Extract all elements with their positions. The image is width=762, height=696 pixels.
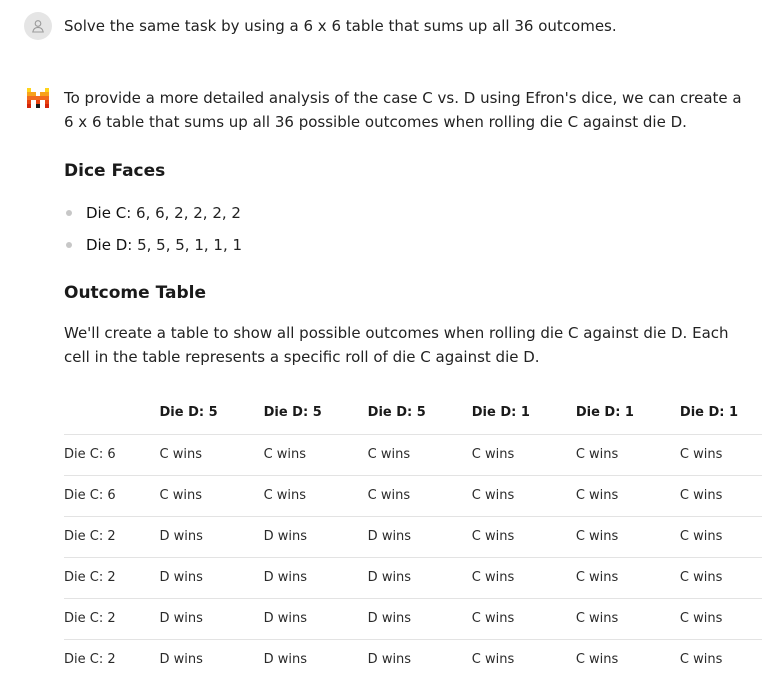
table-row	[64, 557, 762, 598]
user-avatar-icon	[31, 19, 45, 33]
table-header-row	[64, 392, 762, 434]
table-cell: Die C: 2	[64, 598, 160, 639]
table-row	[64, 639, 762, 680]
table-cell: C wins	[160, 434, 264, 475]
table-cell: C wins	[680, 557, 762, 598]
table-cell: C wins	[472, 598, 576, 639]
table-cell: C wins	[576, 557, 680, 598]
table-cell: C wins	[680, 516, 762, 557]
table-row	[64, 434, 762, 475]
outcome-table-container[interactable]	[64, 392, 762, 680]
bullet-icon	[66, 210, 72, 216]
table-cell: C wins	[576, 639, 680, 680]
table-cell: D wins	[160, 598, 264, 639]
dice-faces-heading: Dice Faces	[64, 161, 166, 181]
table-cell: Die C: 6	[64, 434, 160, 475]
table-cell: D wins	[160, 639, 264, 680]
table-cell: D wins	[368, 639, 472, 680]
table-cell: D wins	[160, 516, 264, 557]
table-cell: C wins	[472, 475, 576, 516]
table-intro: We'll create a table to show all possible outcomes when rolling die C against die D. Each cell in the table represents a specific roll of die C against die D.	[64, 324, 729, 366]
outcome-table-heading: Outcome Table	[64, 283, 207, 303]
table-cell: C wins	[472, 516, 576, 557]
table-row	[64, 598, 762, 639]
table-cell: D wins	[264, 557, 368, 598]
bullet-icon	[66, 242, 72, 248]
table-header-cell: Die D: 5	[263, 405, 322, 421]
table-cell: Die C: 6	[64, 475, 160, 516]
table-cell: C wins	[576, 434, 680, 475]
table-cell: D wins	[160, 557, 264, 598]
table-cell: C wins	[472, 434, 576, 475]
user-avatar	[24, 12, 52, 40]
table-cell: C wins	[680, 434, 762, 475]
answer-intro: To provide a more detailed analysis of the case C vs. D using Efron's dice, we can create a 6 x 6 table that sums up all 36 possible outcomes when rolling die C against die D.	[64, 89, 742, 131]
table-cell: C wins	[264, 475, 368, 516]
die-d-label: Die D	[86, 236, 128, 254]
table-cell: D wins	[368, 598, 472, 639]
table-header-cell: Die D: 1	[471, 405, 530, 421]
table-cell: C wins	[472, 639, 576, 680]
list-item	[64, 229, 754, 261]
list-item	[64, 197, 754, 229]
table-cell: C wins	[472, 557, 576, 598]
table-cell: C wins	[680, 639, 762, 680]
assistant-logo-icon	[27, 88, 49, 108]
table-header-cell: Die D: 5	[159, 405, 218, 421]
table-cell: Die C: 2	[64, 639, 160, 680]
user-message: Solve the same task by using a 6 x 6 table that sums up all 36 outcomes.	[64, 17, 617, 35]
table-cell: D wins	[368, 516, 472, 557]
table-cell: D wins	[264, 516, 368, 557]
table-cell: C wins	[680, 598, 762, 639]
die-d-values: : 5, 5, 5, 1, 1, 1	[127, 236, 243, 254]
table-cell: D wins	[368, 557, 472, 598]
table-cell: C wins	[576, 516, 680, 557]
table-header-cell: Die D: 1	[679, 405, 739, 421]
table-cell: C wins	[264, 434, 368, 475]
table-header-cell	[64, 392, 160, 434]
table-row	[64, 475, 762, 516]
table-cell: C wins	[368, 475, 472, 516]
table-row	[64, 516, 762, 557]
die-c-values: : 6, 6, 2, 2, 2, 2	[126, 204, 241, 222]
table-cell: C wins	[576, 475, 680, 516]
table-cell: C wins	[576, 598, 680, 639]
table-cell: D wins	[264, 639, 368, 680]
table-cell: D wins	[264, 598, 368, 639]
table-cell: C wins	[680, 475, 762, 516]
table-header-cell: Die D: 1	[575, 405, 634, 421]
table-cell: C wins	[160, 475, 264, 516]
table-cell: Die C: 2	[64, 557, 160, 598]
table-cell: C wins	[368, 434, 472, 475]
outcome-table	[64, 392, 762, 680]
table-cell: Die C: 2	[64, 516, 160, 557]
assistant-answer	[64, 86, 754, 369]
table-header-cell: Die D: 5	[367, 405, 426, 421]
die-c-label: Die C	[86, 204, 127, 222]
dice-faces-list	[64, 197, 754, 261]
